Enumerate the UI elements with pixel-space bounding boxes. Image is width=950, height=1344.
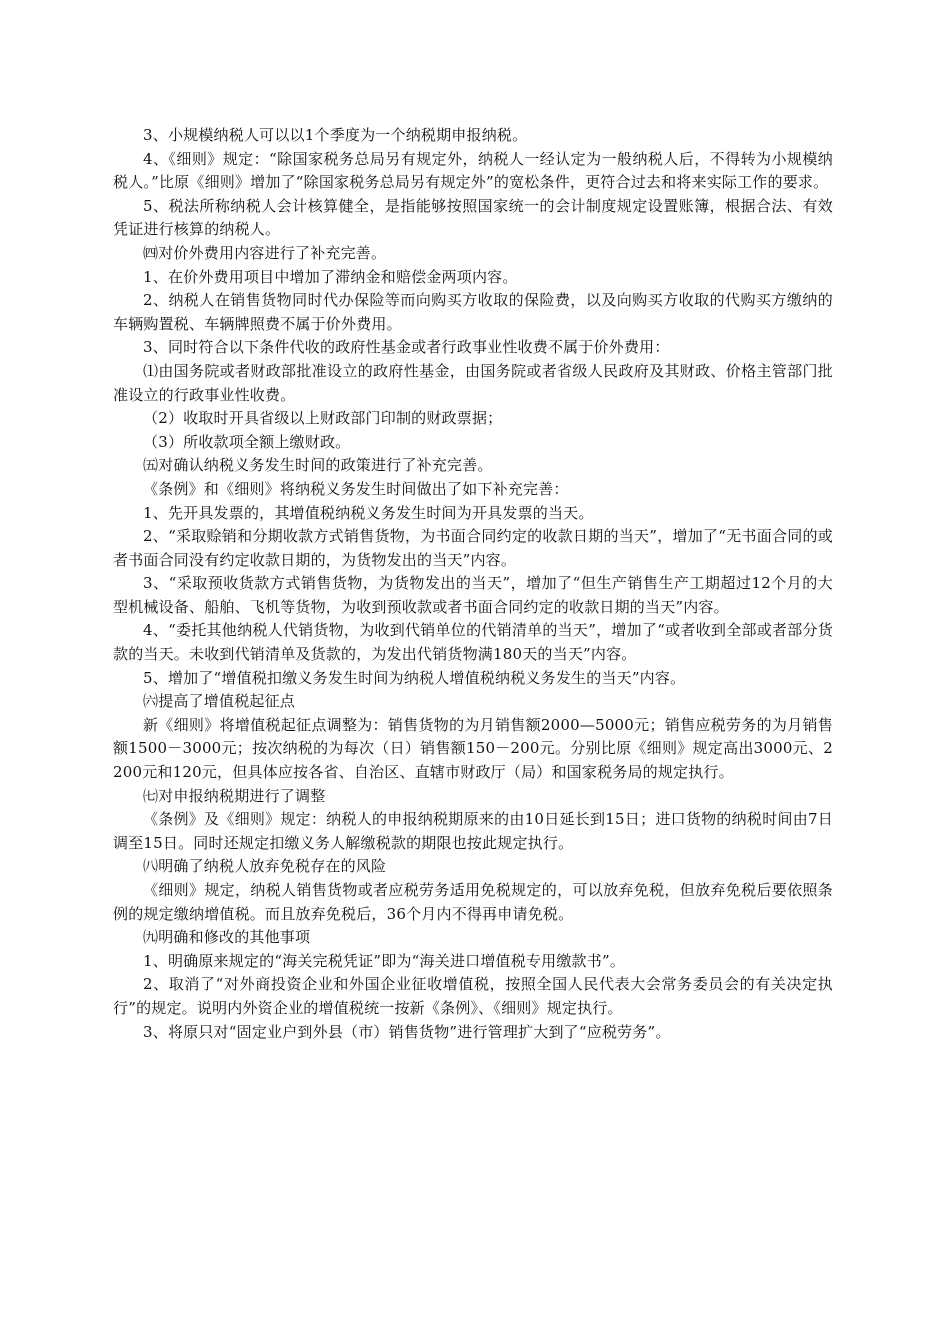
paragraph: 1、在价外费用项目中增加了滞纳金和赔偿金两项内容。 xyxy=(143,267,518,286)
paragraph: ⑴由国务院或者财政部批准设立的政府性基金，由国务院或者省级人民政府及其财政、价格主管部门批准设立的行政事业性收费。 xyxy=(113,361,833,404)
section-heading: ㈤对确认纳税义务发生时间的政策进行了补充完善。 xyxy=(143,456,493,475)
paragraph: （2）收取时开具省级以上财政部门印制的财政票据； xyxy=(143,409,503,428)
paragraph: 2、纳税人在销售货物同时代办保险等而向购买方收取的保险费，以及向购买方收取的代购买方缴纳的车辆购置税、车辆牌照费不属于价外费用。 xyxy=(113,291,833,333)
paragraph: 2、取消了“对外商投资企业和外国企业征收增值税，按照全国人民代表大会常务委员会的有关决定执行”的规定。说明内外资企业的增值税统一按新《条例》、《细则》规定执行。 xyxy=(113,975,833,1017)
paragraph: 1、明确原来规定的“海关完税凭证”即为“海关进口增值税专用缴款书”。 xyxy=(143,951,626,970)
section-heading: ㈨明确和修改的其他事项 xyxy=(143,928,311,947)
paragraph: 3、“采取预收货款方式销售货物，为货物发出的当天”，增加了“但生产销售生产工期超过12个月的大型机械设备、船舶、飞机等货物，为收到预收款或者书面合同约定的收款日期的当天”内容。 xyxy=(113,574,833,616)
section-heading: ㈥提高了增值税起征点 xyxy=(143,692,296,711)
paragraph: 3、将原只对“固定业户到外县（市）销售货物”进行管理扩大到了“应税劳务”。 xyxy=(143,1022,671,1041)
paragraph: 新《细则》将增值税起征点调整为：销售货物的为月销售额2000—5000元；销售应税劳务的为月销售额1500－3000元；按次纳税的为每次（日）销售额150－200元。分别比原《细则》规定高出3000元、2200元和120元，但具体应按各省、自治区、直辖市财政厅（局）和国家税务局的规定执行。 xyxy=(113,715,833,782)
paragraph: 4、“委托其他纳税人代销货物，为收到代销单位的代销清单的当天”，增加了“或者收到全部或者部分货款的当天。未收到代销清单及货款的，为发出代销货物满180天的当天”内容。 xyxy=(113,621,833,664)
document-body xyxy=(113,124,833,1044)
paragraph: 1、先开具发票的，其增值税纳税义务发生时间为开具发票的当天。 xyxy=(143,503,594,522)
paragraph: 《条例》及《细则》规定：纳税人的申报纳税期原来的由10日延长到15日；进口货物的纳税时间由7日调至15日。同时还规定扣缴义务人解缴税款的期限也按此规定执行。 xyxy=(113,810,833,852)
paragraph: 《条例》和《细则》将纳税义务发生时间做出了如下补充完善： xyxy=(143,479,569,498)
paragraph: 《细则》规定，纳税人销售货物或者应税劳务适用免税规定的，可以放弃免税，但放弃免税后要依照条例的规定缴纳增值税。而且放弃免税后，36个月内不得再申请免税。 xyxy=(113,881,833,923)
section-heading: ㈧明确了纳税人放弃免税存在的风险 xyxy=(143,857,387,876)
paragraph: 5、税法所称纳税人会计核算健全，是指能够按照国家统一的会计制度规定设置账簿，根据合法、有效凭证进行核算的纳税人。 xyxy=(113,196,833,239)
paragraph: 2、“采取赊销和分期收款方式销售货物，为书面合同约定的收款日期的当天”，增加了“无书面合同的或者书面合同没有约定收款日期的，为货物发出的当天”内容。 xyxy=(113,527,833,569)
section-heading: ㈦对申报纳税期进行了调整 xyxy=(143,786,326,805)
paragraph: 3、小规模纳税人可以以1个季度为一个纳税期申报纳税。 xyxy=(143,126,528,144)
paragraph: （3）所收款项全额上缴财政。 xyxy=(143,432,351,451)
paragraph: 5、增加了“增值税扣缴义务发生时间为纳税人增值税纳税义务发生的当天”内容。 xyxy=(143,668,686,687)
section-heading: ㈣对价外费用内容进行了补充完善。 xyxy=(143,243,387,262)
paragraph: 3、同时符合以下条件代收的政府性基金或者行政事业性收费不属于价外费用： xyxy=(143,338,670,357)
paragraph: 4、《细则》规定：“除国家税务总局另有规定外，纳税人一经认定为一般纳税人后，不得转为小规模纳税人。”比原《细则》增加了“除国家税务总局另有规定外”的宽松条件，更符合过去和将来实际工作的要求。 xyxy=(113,149,833,192)
